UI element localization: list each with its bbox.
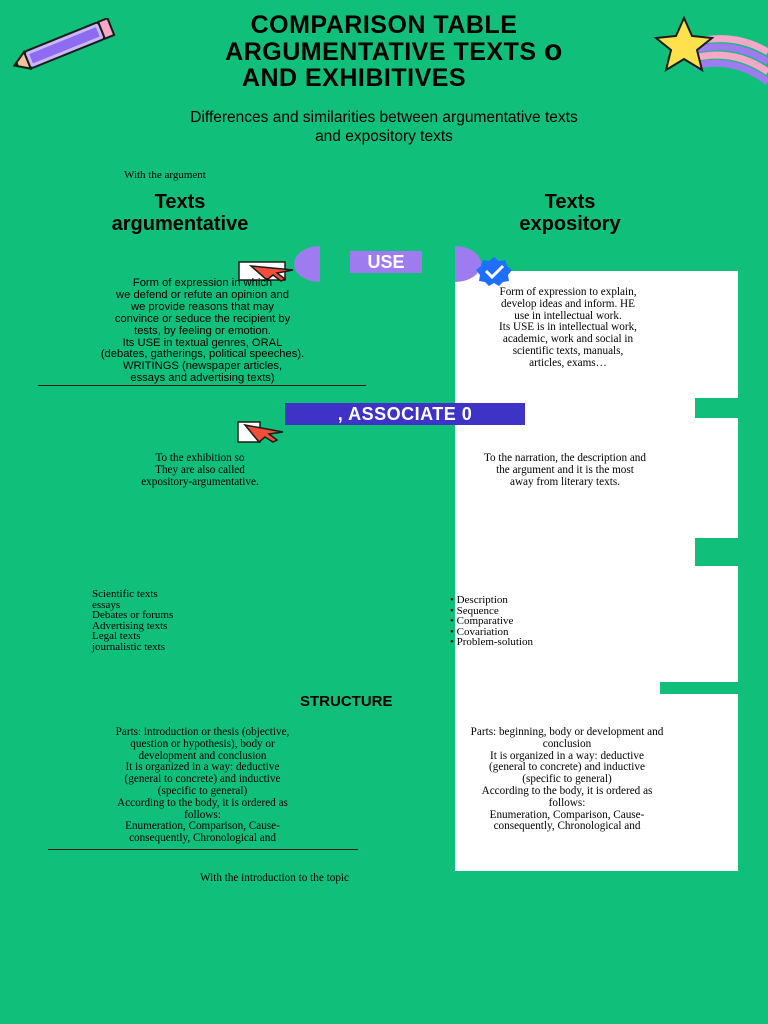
text-line: Parts: beginning, body or development and [470,726,664,738]
expository-types-list [450,595,533,648]
text-line: (debates, gatherings, political speeches). [100,348,305,361]
list-item: essays [92,598,121,611]
use-badge: USE [350,251,422,273]
list-item: • Description [450,594,508,606]
subtitle-line-2: and expository texts [315,128,453,145]
list-item: Legal texts [92,630,141,643]
text-line: question or hypothesis), body or [130,737,275,750]
text-line: (specific to general) [522,773,612,786]
text-line: away from literary texts. [510,475,620,488]
text-line: It is organized in a way: deductive [125,761,280,774]
text-line: Its USE is in intellectual work, [499,321,637,334]
argumentative-heading [55,191,305,235]
heading-line: Texts [154,191,206,213]
panel-edge [738,271,768,871]
subtitle [40,108,728,146]
with-argument-note: With the argument [124,169,206,181]
text-line: development and conclusion [138,749,267,762]
title-line-1: COMPARISON TABLE [250,11,518,39]
text-line: conclusion [542,737,592,750]
text-line: (specific to general) [157,784,248,797]
argumentative-genres-list [92,589,173,653]
list-item: • Problem-solution [450,636,533,649]
list-item: Advertising texts [92,619,168,632]
panel-tab [735,430,738,530]
text-line: To the exhibition so [155,452,245,464]
list-item: Scientific texts [92,588,158,600]
panel-tab [735,575,738,675]
text-line: the argument and it is the most [496,463,634,476]
divider [38,385,366,386]
text-line: follows: [548,796,586,809]
title-line-3: AND EXHIBITIVES [241,64,467,92]
text-line: use in intellectual work. [514,309,622,322]
text-line: (general to concrete) and inductive [489,761,645,774]
argumentative-structure-text [50,727,355,845]
introduction-note: With the introduction to the topic [200,872,349,884]
expository-structure-text [412,727,722,833]
list-item: journalistic texts [92,640,166,653]
subtitle-line-1: Differences and similarities between argumentative texts [190,109,578,126]
text-line: WRITINGS (newspaper articles, [122,360,283,373]
text-line: scientific texts, manuals, [512,344,624,357]
heading-line: expository [519,213,621,235]
text-line: Enumeration, Comparison, Cause- [125,820,280,833]
text-line: Its USE in textual genres, ORAL [122,336,283,349]
argumentative-use-text [40,278,365,385]
argumentative-associate-text [100,453,300,488]
text-line: consequently, Chronological and [493,820,641,833]
verified-check-icon [470,256,518,286]
text-line: Enumeration, Comparison, Cause- [489,808,645,821]
list-item: • Comparative [450,615,514,628]
text-line: expository-argumentative. [141,475,259,488]
text-line: tests, by feeling or emotion. [134,324,271,337]
text-line: convince or seduce the recipient by [114,312,291,325]
divider [48,849,358,850]
associate-badge: , ASSOCIATE 0 [285,403,525,425]
text-line: Parts: introduction or thesis (objective, [115,726,290,738]
text-line: To the narration, the description and [483,452,646,464]
text-line: essays and advertising texts) [130,372,275,385]
panel-notch [660,682,740,694]
page-title [0,12,768,91]
title-suffix: o [543,34,563,67]
text-line: follows: [184,808,221,821]
heading-line: argumentative [111,213,249,235]
expository-heading [445,191,695,235]
text-line: articles, exams… [529,356,607,369]
text-line: academic, work and social in [502,333,634,346]
text-line: They are also called [155,463,245,476]
text-line: we defend or refute an opinion and [116,288,289,301]
list-item: Debates or forums [92,609,174,622]
list-item: • Covariation [450,625,509,638]
text-line: develop ideas and inform. HE [501,297,635,310]
structure-heading: STRUCTURE [300,693,393,710]
panel-tab [735,282,738,392]
title-line-2: ARGUMENTATIVE TEXTS o [225,34,563,67]
text-line: consequently, Chronological and [129,832,276,845]
panel-notch [695,538,740,566]
text-line: (general to concrete) and inductive [124,773,281,786]
panel-notch [695,398,740,418]
text-line: According to the body, it is ordered as [481,784,653,797]
text-line: According to the body, it is ordered as [117,796,288,809]
text-line: It is organized in a way: deductive [490,749,644,762]
text-line: Form of expression to explain, [499,286,637,298]
expository-use-text [448,287,688,370]
list-item: • Sequence [450,604,499,617]
text-line: we provide reasons that may [130,300,275,313]
cursor-arrow-icon [237,420,289,444]
text-line: Form of expression in which [132,277,273,289]
heading-line: Texts [544,191,596,213]
expository-associate-text [430,453,700,488]
